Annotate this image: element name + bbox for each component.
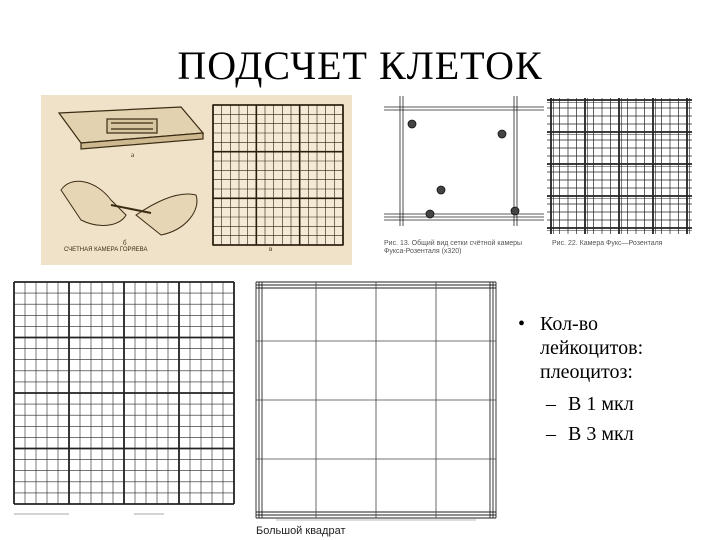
cell-icon xyxy=(498,130,506,138)
sub-bullet-text: В 3 мкл xyxy=(568,423,634,445)
fuchs-overview-drawing xyxy=(384,96,544,238)
cell-icon xyxy=(511,207,519,215)
fuchs-caption: Рис. 13. Общий вид сетки счётной камеры Фукса-Розенталя (x320) xyxy=(384,240,523,255)
sub-bullet-text: В 1 мкл xyxy=(568,393,634,415)
label-v: в xyxy=(269,245,273,253)
big-square-grid-drawing xyxy=(252,278,502,526)
label-b: б xyxy=(123,239,127,247)
rosenthal-grid-drawing xyxy=(547,98,692,234)
cell-icon xyxy=(437,186,445,194)
rosen-caption: Рис. 22. Камера Фукс—Розенталя xyxy=(552,240,663,247)
bullet-line: Кол-во xyxy=(540,313,599,335)
slide-title: ПОДСЧЕТ КЛЕТОК xyxy=(177,43,543,88)
goryaev-grid xyxy=(213,105,343,245)
cell-icon xyxy=(426,210,434,218)
dash-icon: – xyxy=(546,393,556,415)
rosenthal-grid xyxy=(547,98,692,234)
bullet-main xyxy=(508,312,713,384)
dash-icon: – xyxy=(546,423,556,445)
bullet-line: плеоцитоз: xyxy=(540,361,633,383)
sub-bullet xyxy=(508,392,713,416)
bullet-line: лейкоцитов: xyxy=(540,337,644,359)
big-square-grid xyxy=(252,278,502,540)
cell-icon xyxy=(408,120,416,128)
big-square-label: Большой квадрат xyxy=(256,525,346,537)
chamber-illustration-drawing xyxy=(41,95,352,265)
sub-bullet xyxy=(508,422,713,446)
counting-chamber-illustration xyxy=(41,95,352,265)
bullet-list xyxy=(508,312,713,446)
counting-grid-large-drawing xyxy=(12,280,240,520)
bullet-dot-icon: • xyxy=(518,313,526,335)
counting-grid-large xyxy=(12,280,240,520)
label-a: а xyxy=(131,151,135,159)
sepia-caption: СЧЕТНАЯ КАМЕРА ГОРЯЕВА xyxy=(64,247,148,253)
